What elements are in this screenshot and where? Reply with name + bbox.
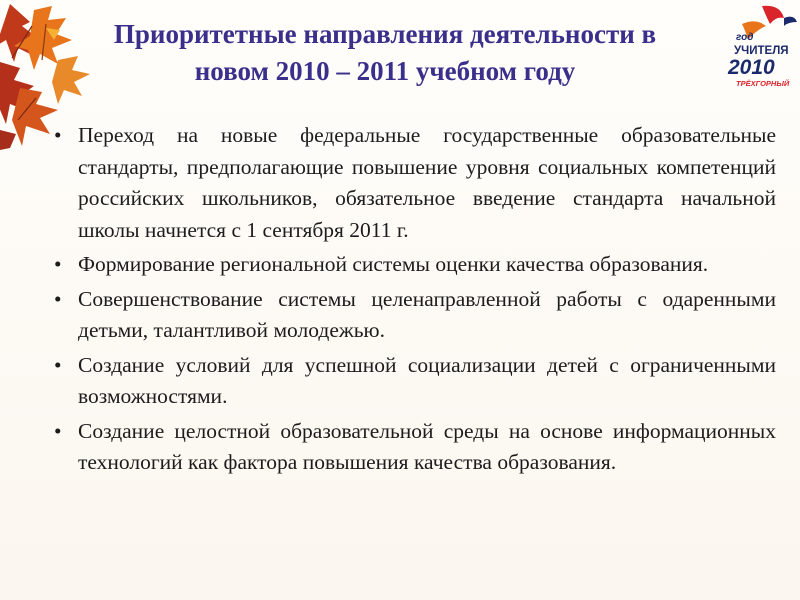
logo-year: 2010 [728,56,775,79]
teacher-year-logo [722,4,798,90]
logo-subject: УЧИТЕЛЯ [734,45,789,57]
logo-city: ТРЁХГОРНЫЙ [736,79,790,88]
list-item-text: Создание условий для успешной социализации детей с ограниченными возможностями. [78,352,776,408]
list-item [48,284,776,347]
bullet-icon: • [54,252,62,276]
slide-title-line-1: Приоритетные направления деятельности в [113,19,657,49]
slide-title [60,16,710,90]
list-item [48,120,776,246]
list-item [48,249,776,281]
bullet-icon: • [54,352,62,377]
list-item-text: Совершенствование системы целенаправленной работы с одаренными детьми, талантливой молодежью. [78,286,776,342]
list-item [48,416,776,479]
slide-title-line-2: новом 2010 – 2011 учебном году [194,56,576,86]
list-item-text: Создание целостной образовательной среды на основе информационных технологий как фактора повышения качества образования. [78,418,776,474]
priorities-list [48,120,776,482]
logo-year-word: год [736,32,754,43]
list-item-text: Формирование региональной системы оценки качества образования. [78,252,709,276]
list-item [48,350,776,413]
bullet-icon: • [54,418,62,443]
bullet-icon: • [54,123,62,147]
teacher-year-logo-graphic [722,4,798,90]
list-item-text: Переход на новые федеральные государственные образовательные стандарты, предполагающие повышение уровня социальных компетенций российских школьников, обязательное введение стандарта начальной школы начнется с 1 сентября 2011 г. [78,123,776,242]
bullet-icon: • [54,286,62,311]
